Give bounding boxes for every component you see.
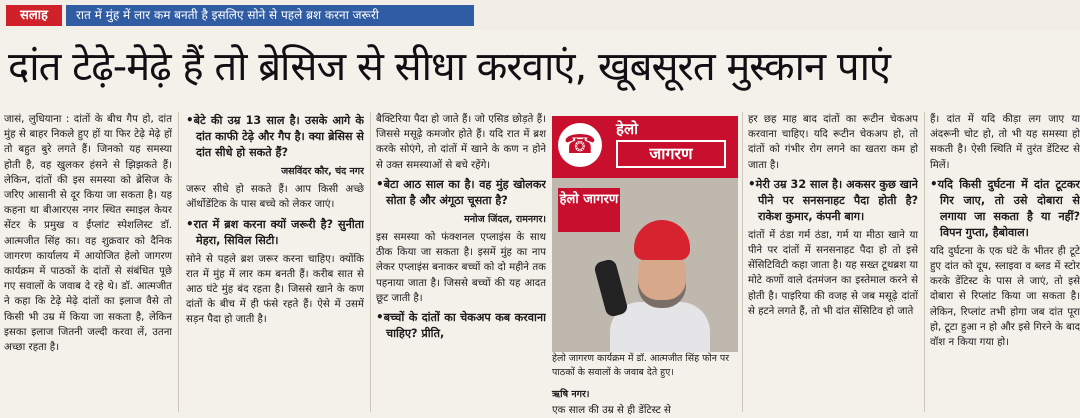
question-1: • बेटे की उम्र 13 साल है। उसके आगे के दांत काफी टेढ़े और गैप है। क्या ब्रेसिस से दांत सीधे हो सकते हैं? xyxy=(186,112,364,161)
hello-jagran-banner xyxy=(552,116,738,178)
hello-jagran-photo xyxy=(552,116,738,352)
question-3-byline: मनोज जिंदल, रामनगर। xyxy=(464,213,546,225)
telephone-icon: ☎ xyxy=(558,123,602,167)
answer-6: यदि दुर्घटना के एक घंटे के भीतर ही टूटे हुए दांत को दूध, स्लाइवा व ब्लड में स्टोर करके डेंटिस्ट के पास ले जाएं, तो इसे दोबारा से रिप्लांट किया जा सकता है। लेकिन, रिप्लांट तभी होगा जब दांत पूरा हो, टूटा हुआ न हो और इसे गिरने के बाद वॉश न किया गया हो। xyxy=(930,245,1080,349)
question-4-byline: ऋषि नगर। xyxy=(552,389,590,400)
photo-caption: हेलो जागरण कार्यक्रम में डॉ. आत्मजीत सिंह फोन पर पाठकों के सवालों के जवाब देते हुए। xyxy=(552,353,730,378)
question-2: • रात में ब्रश करना क्यों जरूरी है? सुनीता मेहरा, सिविल सिटी। xyxy=(186,216,364,249)
doctor-figure xyxy=(610,220,710,352)
answer-4-continued: हर छह माह बाद दांतों का रूटीन चेकअप करवाना चाहिए। यदि रूटीन चेकअप हो, तो दांतों को गंभीर रोग लगने का खतरा कम हो जाता है। xyxy=(748,114,918,171)
article-column-5 xyxy=(748,112,918,412)
column-divider xyxy=(370,112,371,412)
answer-1: जरूर सीधे हो सकते हैं। आप किसी अच्छे ऑर्थोडेंटिक के पास बच्चे को लेकर जाएं। xyxy=(186,184,364,211)
question-6: • यदि किसी दुर्घटना में दांत टूटकर गिर जाए, तो उसे दोबारा से लगाया जा सकता है या नहीं? विपन गुप्ता, हैबोवाल। xyxy=(930,176,1080,241)
column-divider xyxy=(924,112,925,412)
question-4: • बच्चों के दांतों का चेकअप कब करवाना चाहिए? प्रीति, xyxy=(376,309,546,342)
hello-label: हेलो xyxy=(616,120,639,138)
column-divider xyxy=(178,112,179,412)
answer-5-continued: हैं। दांत में यदि कीड़ा लग जाए या अंदरूनी चोट हो, तो भी यह समस्या हो सकती है। ऐसी स्थिति में तुरंत डेंटिस्ट से मिलें। xyxy=(930,114,1080,171)
question-1-byline: जसविंदर कौर, चंद नगर xyxy=(281,166,364,177)
column-1-text: जासं, लुधियाना : दांतों के बीच गैप हो, दांत मुंह से बाहर निकले हुए हों या फिर टेढ़े मेढ़े हों तो बहुत बुरे लगते हैं। जिनको यह समस्या होती है, वह खुलकर हंसने से झिझकते हैं। लेकिन, दांतों की इस समस्या को ब्रेसिज के जरिए आसानी से दूर किया जा सकता है। यह कहना था बीआरएस नगर स्थित स्माइल केयर सेंटर के प्रमुख व ईंप्लांट स्पेशलिस्ट डॉ. आत्मजीत सिंह का। वह शुक्रवार को दैनिक जागरण कार्यालय में आयोजित हेलो जागरण कार्यक्रम में पाठकों के दांतों से संबंधित पूछे गए सवालों के जवाब दे रहे थे। डॉ. आत्मजीत ने कहा कि टेढ़े मेढ़े दांतों का इलाज वैसे तो किसी भी उम्र में किया जा सकता है, लेकिन इसका इलाज जितनी जल्दी करवा लें, उतना अच्छा रहता है। xyxy=(4,114,172,354)
section-badge: सलाह xyxy=(6,5,62,26)
answer-continued: बैक्टिरिया पैदा हो जाते हैं। जो एसिड छोड़ते हैं। जिससे मसूढ़े कमजोर होते हैं। यदि रात में ब्रश करके सोएंगे, तो दांतों में खाने के कण न होने से उक्त समस्याओं से बचे रहेंगे। xyxy=(376,114,546,171)
question-5: • मेरी उम्र 32 साल है। अकसर कुछ खाने पीने पर सनसनाहट पैदा होती है? राकेश कुमार, कंपनी बाग। xyxy=(748,176,918,225)
jagran-label: जागरण xyxy=(616,140,726,168)
article-column-2 xyxy=(186,112,364,412)
column-4-tail xyxy=(552,388,738,418)
top-bar xyxy=(0,0,1080,30)
tagline-strip: रात में मुंह में लार कम बनती है इसलिए सोने से पहले ब्रश करना जरूरी xyxy=(66,5,474,26)
article-column-1 xyxy=(4,112,172,412)
article-column-6 xyxy=(930,112,1080,412)
answer-5: दांतों में ठंडा गर्म ठंडा, गर्म या मीठा खाने या पीने पर दांतों में सनसनाहट पैदा हो तो इसे सेंसिटिविटी कहा जाता है। यह सख्त टूथब्रश या मोटे कणों वाले दंतमंजन का इस्तेमाल करने से होती है। पाइरिया की वजह से जब मसूढ़े दांतों से हटने लगते हैं, तो भी दांत सेंसिटिव हो जाते xyxy=(748,229,918,317)
answer-4-start: एक साल की उम्र से ही डेंटिस्ट से xyxy=(552,405,671,416)
article-column-3 xyxy=(376,112,546,412)
question-3: • बेटा आठ साल का है। वह मुंह खोलकर सोता है और अंगूठा चूसता है? xyxy=(376,176,546,209)
answer-2: सोने से पहले ब्रश जरूर करना चाहिए। क्योंकि रात में मुंह में लार कम बनती हैं। करीब सात से आठ घंटे मुंह बंद रहता है। जिससे खाने के कण दांतों के बीच में ही फंसे रहते हैं। ऐसे में उसमें सड़न पैदा हो जाती है। xyxy=(186,253,364,326)
column-divider xyxy=(742,112,743,412)
answer-3: इस समस्या को फंक्शनल एप्लाइंस के साथ ठीक किया जा सकता है। इसमें मुंह का नाप लेकर एप्लाइंस बनाकर बच्चों को दो महीने तक पहनाया जाता है। जिससे बच्चों की यह आदत छूट जाती है। xyxy=(376,232,546,304)
hello-jagran-logo: हेलो जागरण xyxy=(558,188,620,232)
headline: दांत टेढ़े-मेढ़े हैं तो ब्रेसिज से सीधा करवाएं, खूबसूरत मुस्कान पाएं xyxy=(8,44,891,90)
